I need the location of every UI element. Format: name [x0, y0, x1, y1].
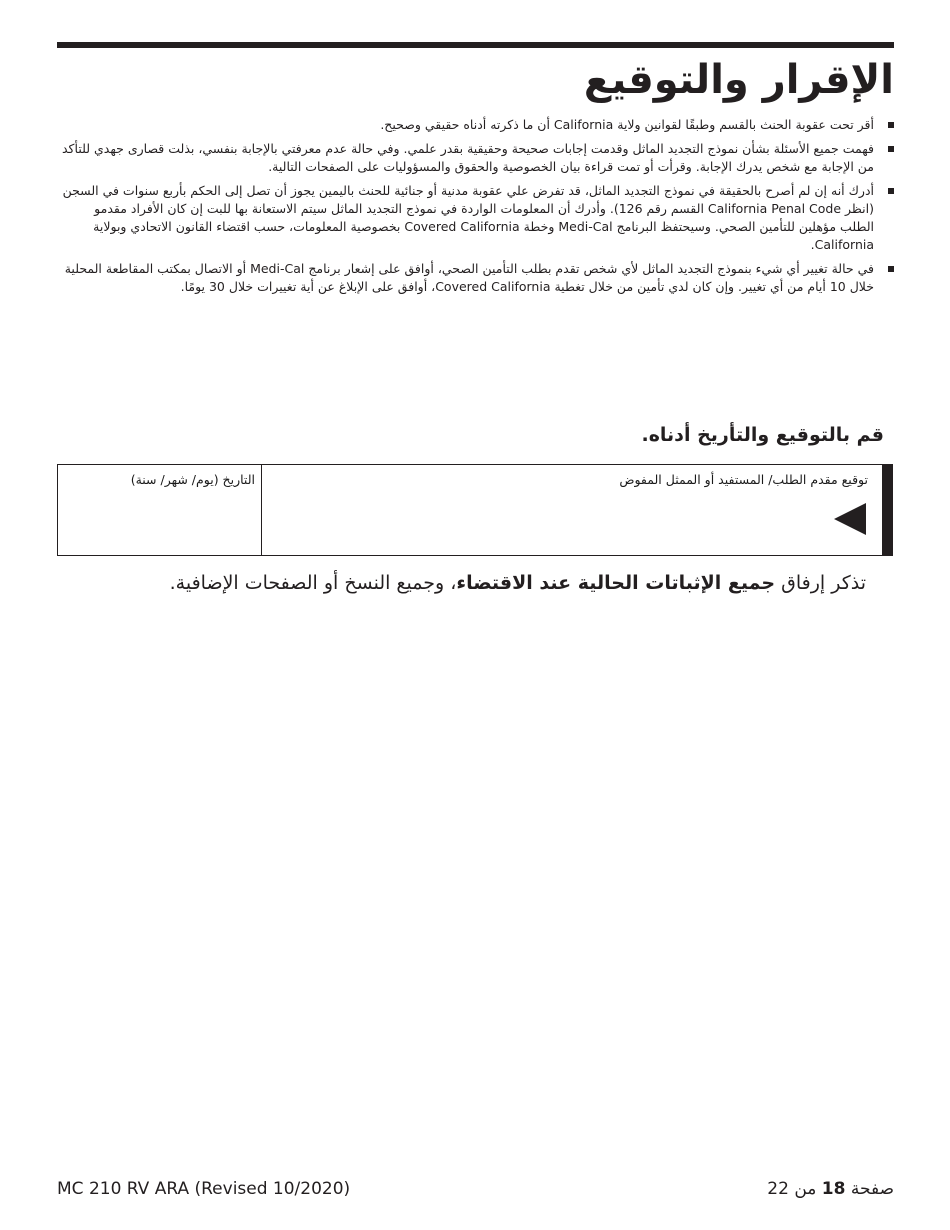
declaration-statements: [59, 116, 894, 302]
page-title: الإقرار والتوقيع: [583, 57, 894, 103]
page-current: 18: [821, 1179, 846, 1199]
form-id: MC 210 RV ARA (Revised 10/2020): [57, 1179, 351, 1199]
page-number: [767, 1178, 894, 1200]
statement-item: [59, 140, 894, 176]
signature-box: [57, 464, 893, 556]
sign-here-arrow-icon: [834, 503, 866, 535]
statement-item: [59, 260, 894, 296]
page-word: صفحة: [850, 1179, 894, 1199]
statement-text: فهمت جميع الأسئلة بشأن نموذج التجديد الماثل وقدمت إجابات صحيحة وحقيقية بقدر علمي. وفي حالة عدم معرفتي بالإجابة بنفسي، بذلت قصارى جهدي للتأكد من الإجابة مع شخص يدرك الإجابة. وقرأت أو تمت قراءة بيان الخصوصية والحقوق والمسؤوليات على الصفحات التالية.: [62, 141, 874, 174]
signature-field[interactable]: [262, 465, 882, 555]
attachment-reminder: [170, 568, 866, 598]
bullet-icon: [888, 188, 894, 194]
statement-text: أدرك أنه إن لم أصرح بالحقيقة في نموذج التجديد الماثل، قد تفرض علي عقوبة مدنية أو جنائية للحنث باليمين يجوز أن تصل إلى الحكم بأربع سنوات في السجن (انظر California Penal Code القسم رقم 126). وأدرك أن المعلومات الواردة في نموذج التجديد الماثل سيتم الاستعانة بها للبت إن كان الأفراد مقدمو الطلب مؤهلين للتأمين الصحي. وسيحتفظ البرنامج Medi-Cal وخطة Covered California بخصوصية المعلومات، حسب اقتضاء القانون الاتحادي وبولاية California.: [62, 183, 874, 252]
statement-item: [59, 116, 894, 134]
statement-text: أقر تحت عقوبة الحنث بالقسم وطبقًا لقوانين ولاية California أن ما ذكرته أدناه حقيقي وصحيح.: [380, 117, 874, 132]
statement-text: في حالة تغيير أي شيء بنموذج التجديد الماثل لأي شخص تقدم بطلب التأمين الصحي، أوافق على إشعار برنامج Medi-Cal أو الاتصال بمكتب المقاطعة المحلية خلال 10 أيام من أي تغيير. وإن كان لدي تأمين من خلال تغطية Covered California، أوافق على الإبلاغ عن أية تغييرات خلال 30 يومًا.: [64, 261, 874, 294]
reminder-emphasis: جميع الإثباتات الحالية عند الاقتضاء: [456, 572, 776, 594]
statement-item: [59, 182, 894, 254]
bullet-icon: [888, 266, 894, 272]
date-field[interactable]: [58, 465, 262, 555]
reminder-prefix: تذكر إرفاق: [775, 572, 866, 594]
reminder-suffix: ، وجميع النسخ أو الصفحات الإضافية.: [169, 572, 457, 594]
top-rule: [57, 42, 894, 48]
page-total: من 22: [767, 1179, 817, 1199]
signature-box-bar: [882, 465, 892, 555]
sign-heading: قم بالتوقيع والتأريخ أدناه.: [641, 424, 884, 446]
bullet-icon: [888, 146, 894, 152]
date-label: التاريخ (يوم/ شهر/ سنة): [130, 472, 255, 487]
bullet-icon: [888, 122, 894, 128]
signature-label: توقيع مقدم الطلب/ المستفيد أو الممثل المفوض: [619, 472, 868, 487]
